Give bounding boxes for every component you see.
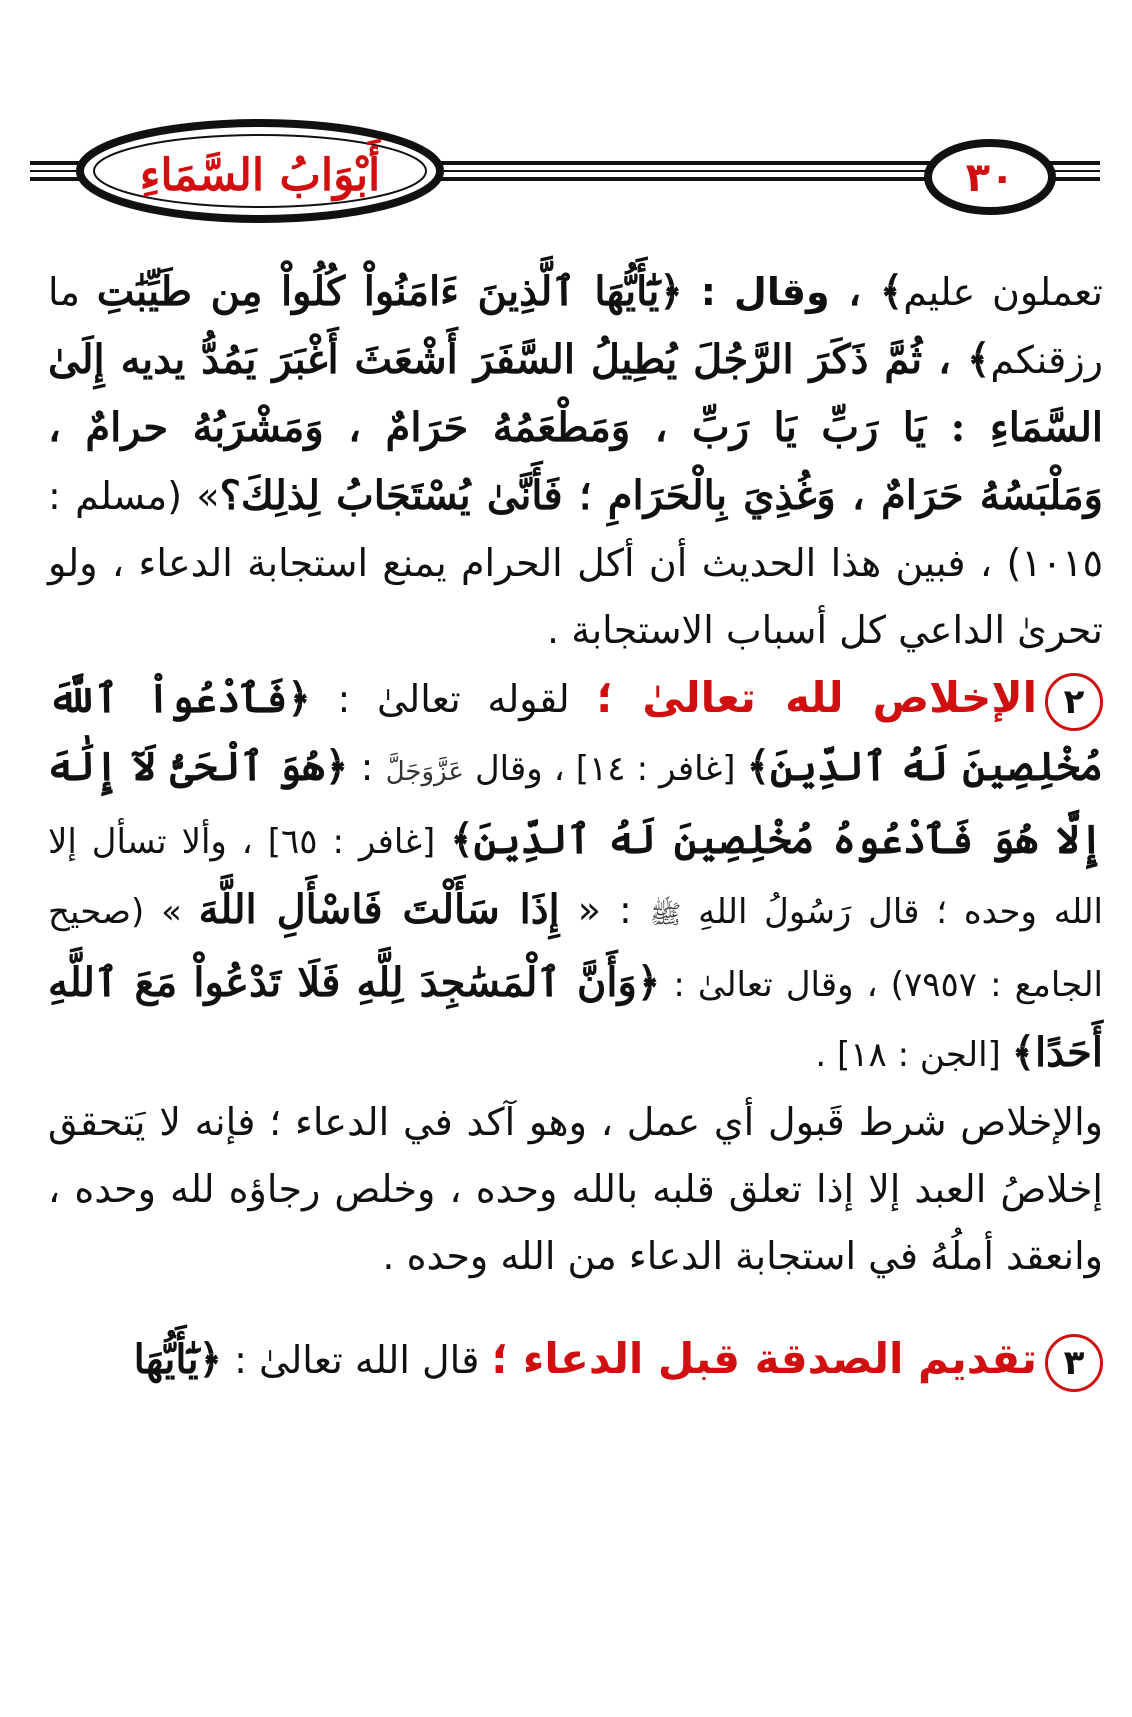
text-span: قال الله تعالىٰ :	[222, 1338, 492, 1382]
page-number: ٣٠	[965, 155, 1015, 201]
quran-verse: ﴿فَٱدْعُواْ ٱللَّهَ مُخْلِصِينَ لَهُ ٱلدِّينَ﴾	[48, 675, 1104, 790]
text-span: : «	[559, 888, 650, 932]
honorific-glyph: عَزَّوَجَلَّ	[385, 757, 464, 787]
hadith-text: ثُمَّ ذَكَرَ الرَّجُلَ يُطِيلُ السَّفَرَ أَشْعَثَ أَغْبَرَ يَمُدُّ يديه إِلَىٰ السَّمَاءِ : يَا رَبِّ يَا رَبِّ ، وَمَطْعَمُهُ حَرَامٌ ، وَمَشْرَبُهُ حرامٌ ، وَمَلْبَسُهُ حَرَامٌ ، وَغُذِيَ بِالْحَرَامِ ؛ فَأَنَّىٰ يُسْتَجَابُ لِذلِكَ؟	[48, 336, 1103, 519]
text-span: :	[348, 745, 386, 789]
section-heading: الإخلاص لله تعالىٰ ؛	[596, 673, 1037, 722]
quran-bracket: ﴾ ،	[829, 268, 904, 315]
hadith-text: إِذَا سَأَلْتَ فَاسْأَلِ اللَّهَ	[198, 886, 560, 933]
text-span: ما رزقنكم	[48, 270, 1104, 382]
verse-reference: » (صحيح الجامع : ٧٩٥٧) ، وقال تعالىٰ :	[48, 892, 1104, 1005]
verse-reference: [الجن : ١٨] .	[815, 1035, 1012, 1075]
verse-reference: [غافر : ١٤] ، وقال	[463, 749, 747, 789]
quran-verse: ﴿يَٰٓأَيُّهَا ٱلَّذِينَ ءَامَنُواْ كُلُواْ مِن طَيِّبَٰتِ	[96, 268, 683, 315]
section-number-badge: ٢	[1045, 673, 1103, 731]
quran-verse: ﴿وَأَنَّ ٱلْمَسَٰجِدَ لِلَّهِ فَلَا تَدْعُواْ مَعَ ٱللَّهِ أَحَدًا﴾	[48, 959, 1103, 1076]
paragraph-sadaqa	[48, 1325, 1103, 1394]
quran-bracket: ﴾ ،	[922, 336, 991, 383]
paragraph-ikhlas	[48, 664, 1103, 1089]
verse-reference: [غافر : ٦٥] ، وألا تسأل إلا الله وحده ؛ قال رَسُولُ اللهِ	[48, 822, 1103, 932]
honorific-glyph: ﷺ	[649, 900, 682, 930]
page-body	[48, 258, 1103, 1394]
text-span: وقال :	[682, 270, 830, 314]
section-number-badge: ٣	[1045, 1334, 1103, 1392]
quran-verse: ﴿يَٰٓأَيُّهَا	[133, 1336, 223, 1383]
book-title: أَبْوَابُ السَّمَاءِ	[139, 149, 381, 201]
spacer	[48, 1290, 1103, 1325]
text-span: تعملون عليم	[903, 270, 1104, 314]
text-span: لقوله تعالىٰ :	[310, 677, 597, 721]
section-heading: تقديم الصدقة قبل الدعاء ؛	[491, 1334, 1037, 1383]
paragraph-ikhlas-explanation: والإخلاص شرط قَبول أي عمل ، وهو آكد في الدعاء ؛ فإنه لا يَتحقق إخلاصُ العبد إلا إذا تعلق قلبه بالله وحده ، وخلص رجاؤه لله وحده ، وانعقد أملُهُ في استجابة الدعاء من الله وحده .	[48, 1100, 1103, 1278]
quran-verse: ﴿هُوَ ٱلْحَىُّ لَآ إِلَٰهَ إِلَّا هُوَ فَٱدْعُوهُ مُخْلِصِينَ لَهُ ٱلدِّينَ﴾	[48, 743, 1104, 863]
page-header	[0, 0, 1132, 240]
paragraph-hadith	[48, 258, 1103, 664]
text-span: » (مسلم : ١٠١٥) ، فبين هذا الحديث أن أكل الحرام يمنع استجابة الدعاء ، ولو تحرىٰ الداعي كل أسباب الاستجابة .	[48, 474, 1103, 652]
